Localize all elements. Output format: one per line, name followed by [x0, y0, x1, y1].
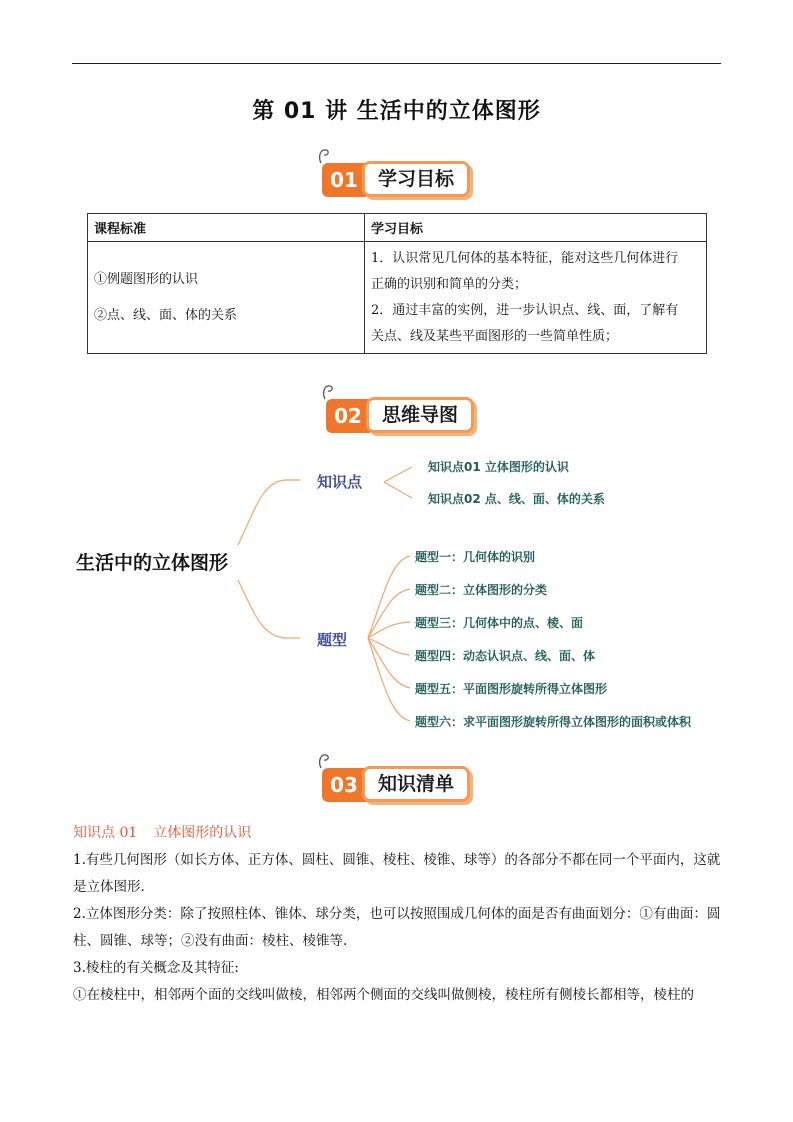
connector-line	[384, 467, 412, 482]
section-badge-goals	[322, 161, 472, 197]
knowledge-point-number: 知识点 01	[73, 825, 138, 841]
goals-cell	[365, 242, 707, 354]
section-label: 思维导图	[366, 397, 474, 433]
standards-cell	[88, 242, 365, 354]
branch-knowledge: 知识点	[317, 473, 363, 491]
leaf-item: 题型六：求平面图形旋转所得立体图形的面积或体积	[415, 715, 692, 729]
section-badge-knowledge	[322, 766, 472, 802]
mind-map	[0, 440, 793, 740]
section-number: 03	[322, 768, 366, 802]
standard-item: ②点、线、面、体的关系	[94, 307, 238, 323]
leaf-item: 知识点02 点、线、面、体的关系	[428, 492, 605, 506]
section-badge-mindmap	[326, 397, 476, 433]
section-number: 01	[322, 163, 366, 197]
goal-line: 2．通过丰富的实例，进一步认识点、线、面，了解有	[371, 302, 679, 318]
knowledge-point-title: 立体图形的认识	[153, 825, 252, 841]
goal-line: 1．认识常见几何体的基本特征，能对这些几何体进行	[371, 250, 679, 266]
connector-line	[368, 638, 410, 655]
branch-question-types: 题型	[317, 631, 348, 649]
mind-map-root: 生活中的立体图形	[76, 552, 229, 574]
curriculum-table	[87, 213, 707, 354]
connector-line	[368, 556, 410, 638]
leaf-item: 题型一：几何体的识别	[415, 550, 536, 564]
leaf-item: 题型三：几何体中的点、棱、面	[415, 616, 584, 630]
table-header: 课程标准	[88, 214, 365, 242]
leaf-item: 题型二：立体图形的分类	[415, 583, 548, 597]
paragraph: 3.棱柱的有关概念及其特征:	[73, 960, 239, 976]
table-header: 学习目标	[365, 214, 707, 242]
mind-map-connectors	[0, 440, 793, 740]
connector-line	[238, 580, 300, 638]
paragraph: 2.立体图形分类：除了按照柱体、锥体、球分类，也可以按照围成几何体的面是否有曲面划分：①有曲面：圆柱、圆锥、球等；②没有曲面：棱柱、棱锥等.	[73, 906, 721, 949]
connector-line	[368, 589, 410, 638]
paragraph: 1.有些几何图形（如长方体、正方体、圆柱、圆锥、棱柱、棱锥、球等）的各部分不都在同一个平面内，这就是立体图形.	[73, 852, 721, 895]
leaf-item: 知识点01 立体图形的认识	[428, 460, 569, 474]
goal-line: 关点、线及某些平面图形的一些简单性质；	[371, 328, 619, 344]
section-label: 知识清单	[362, 766, 470, 802]
connector-line	[368, 638, 410, 721]
section-label: 学习目标	[362, 161, 470, 197]
connector-line	[384, 482, 412, 498]
page-title: 第 01 讲 生活中的立体图形	[252, 99, 541, 124]
connector-line	[238, 480, 300, 545]
knowledge-point-heading	[73, 822, 251, 842]
leaf-item: 题型四：动态认识点、线、面、体	[415, 649, 596, 663]
goal-line: 正确的识别和简单的分类；	[371, 276, 528, 292]
connector-line	[368, 638, 410, 688]
standard-item: ①例题图形的认识	[94, 271, 199, 287]
paragraph: ①在棱柱中，相邻两个面的交线叫做棱，相邻两个侧面的交线叫做侧棱，棱柱所有侧棱长都相等，棱柱的	[73, 987, 694, 1003]
leaf-item: 题型五：平面图形旋转所得立体图形	[415, 682, 608, 696]
connector-line	[368, 622, 410, 638]
table-header-row	[88, 214, 707, 242]
header-rule	[72, 63, 721, 64]
table-row	[88, 242, 707, 354]
section-number: 02	[326, 399, 370, 433]
